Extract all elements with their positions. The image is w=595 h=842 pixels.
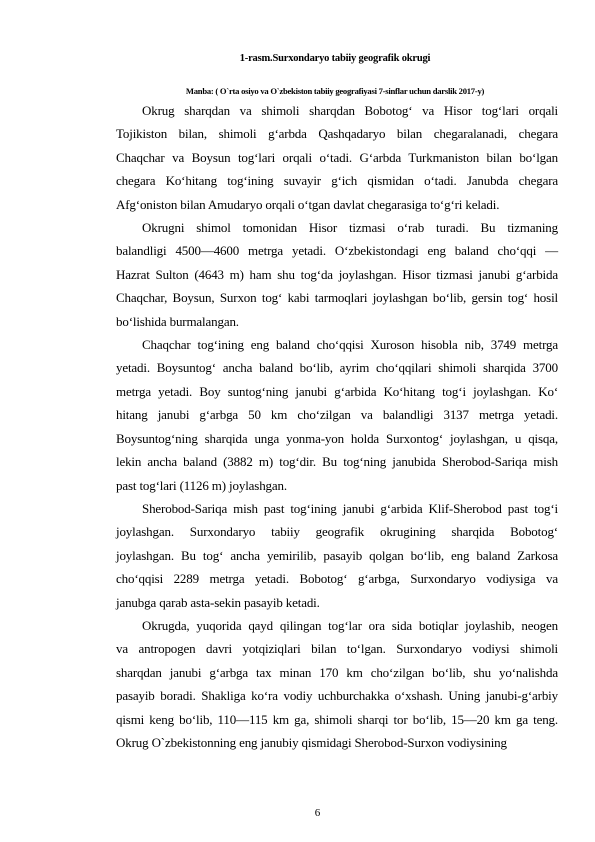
paragraph-line: Tojikiston bilan, shimoli g‘arbda Qashqadaryo bilan chegaralanadi, chegara xyxy=(116,126,558,142)
paragraph-line: Afg‘oniston bilan Amudaryo orqali o‘tgan davlat chegarasiga to‘g‘ri keladi. xyxy=(116,196,500,212)
body-text xyxy=(0,99,595,754)
paragraph-line: Okrug O`zbekistonning eng janubiy qismidagi Sherobod-Surxon vodiysining xyxy=(116,734,507,750)
paragraph-line: qismi keng bo‘lib, 110—115 km ga, shimoli sharqi tor bo‘lib, 15—20 km ga teng. xyxy=(116,711,558,727)
paragraph-line: lekin ancha baland (3882 m) tog‘dir. Bu tog‘ning janubida Sherobod-Sariqa mish xyxy=(116,454,558,470)
paragraph-line: Boysuntog‘ning sharqida unga yonma-yon holda Surxontog‘ joylashgan, u qisqa, xyxy=(116,430,558,446)
paragraph-line: Hazrat Sulton (4643 m) ham shu tog‘da joylashgan. Hisor tizmasi janubi g‘arbida xyxy=(116,266,558,282)
paragraph-line: pasayib boradi. Shakliga ko‘ra vodiy uchburchakka o‘xshash. Uning janubi-g‘arbiy xyxy=(116,688,558,704)
paragraph-line: balandligi 4500—4600 metrga yetadi. O‘zbekistondagi eng baland cho‘qqi — xyxy=(116,243,558,259)
paragraph-line: cho‘qqisi 2289 metrga yetadi. Bobotog‘ g‘arbga, Surxondaryo vodiysiga va xyxy=(116,571,558,587)
paragraph-line: Chaqchar tog‘ining eng baland cho‘qqisi Xuroson hisobla nib, 3749 metrga xyxy=(142,337,558,353)
paragraph xyxy=(0,614,595,754)
paragraph xyxy=(0,216,595,333)
paragraph-line: Okrugda, yuqorida qayd qilingan tog‘lar ora sida botiqlar joylashib, neogen xyxy=(142,617,558,633)
page-number: 6 xyxy=(314,807,321,819)
paragraph-line: Chaqchar va Boysun tog‘lari orqali o‘tadi. G‘arbda Turkmaniston bilan bo‘lgan xyxy=(116,149,558,165)
paragraph-line: Sherobod-Sariqa mish past tog‘ining janubi g‘arbida Klif-Sherobod past tog‘i xyxy=(142,500,558,516)
paragraph-line: hitang janubi g‘arbga 50 km cho‘zilgan va balandligi 3137 metrga yetadi. xyxy=(116,407,558,423)
paragraph-line: va antropogen davri yotqiziqlari bilan to‘lgan. Surxondaryo vodiysi shimoli xyxy=(116,641,558,657)
paragraph-line: past tog‘lari (1126 m) joylashgan. xyxy=(116,477,287,493)
paragraph-line: sharqdan janubi g‘arbga tax minan 170 km cho‘zilgan bo‘lib, shu yo‘nalishda xyxy=(116,664,558,680)
figure-caption-title: 1-rasm.Surxondaryo tabiiy geografik okrugi xyxy=(239,53,431,64)
paragraph xyxy=(0,333,595,497)
paragraph-line: joylashgan. Surxondaryo tabiiy geografik okrugining sharqida Bobotog‘ xyxy=(116,524,558,540)
paragraph xyxy=(0,99,595,216)
figure-caption-source: Manba: ( O`rta osiyo va O`zbekiston tabiiy geografiyasi 7-sinflar uchun darslik 2017-y) xyxy=(185,86,485,96)
paragraph-line: chegara Ko‘hitang tog‘ining suvayir g‘ich qismidan o‘tadi. Janubda chegara xyxy=(116,173,558,189)
paragraph-line: bo‘lishida burmalangan. xyxy=(116,313,239,329)
paragraph-line: metrga yetadi. Boy suntog‘ning janubi g‘arbida Ko‘hitang tog‘i joylashgan. Ko‘ xyxy=(116,383,558,399)
paragraph xyxy=(0,497,595,614)
paragraph-line: Chaqchar, Boysun, Surxon tog‘ kabi tarmoqlari joylashgan bo‘lib, gersin tog‘ hosil xyxy=(116,290,558,306)
paragraph-line: Okrugni shimol tomonidan Hisor tizmasi o‘rab turadi. Bu tizmaning xyxy=(142,220,558,236)
paragraph-line: yetadi. Boysuntog‘ ancha baland bo‘lib, ayrim cho‘qqilari shimoli sharqida 3700 xyxy=(116,360,558,376)
paragraph-line: Okrug sharqdan va shimoli sharqdan Bobotog‘ va Hisor tog‘lari orqali xyxy=(142,103,558,118)
paragraph-line: janubga qarab asta-sekin pasayib ketadi. xyxy=(116,594,320,610)
paragraph-line: joylashgan. Bu tog‘ ancha yemirilib, pasayib qolgan bo‘lib, eng baland Zarkosa xyxy=(116,547,558,563)
